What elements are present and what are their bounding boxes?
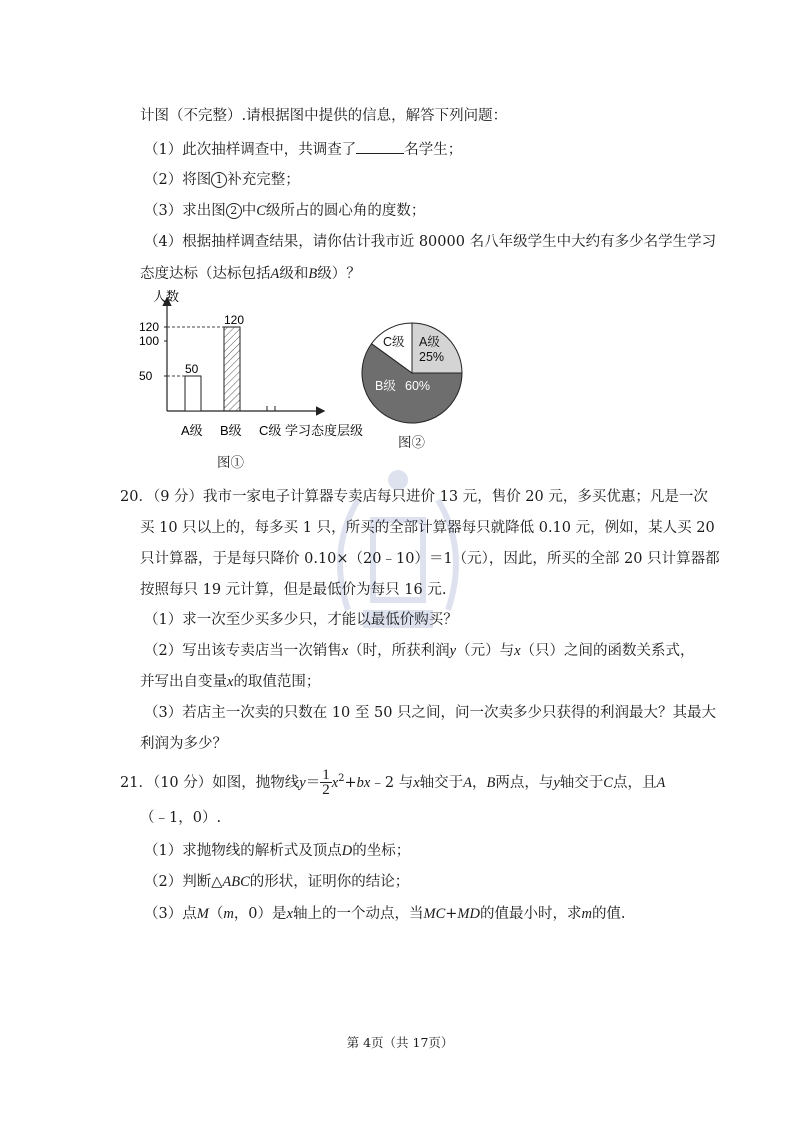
answer-blank bbox=[356, 139, 404, 154]
q21-line1: 21．（10 分）如图，抛物线y＝ $\frac{1}{2}$ $x^2+bx﹣2$ 与x轴交于A，B两点，与y轴交于C点，且A bbox=[120, 767, 666, 799]
bar-2 bbox=[224, 327, 240, 411]
bar-chart-caption: 图① bbox=[217, 455, 244, 471]
fraction-one-half: $\frac{1}{2}$ bbox=[322, 767, 330, 799]
q21-part2: （2）判断△ABC的形状，证明你的结论； bbox=[144, 874, 410, 890]
q19-part2: （2）将图 1 补充完整； bbox=[144, 172, 300, 188]
pie-slice-label: C级 bbox=[383, 335, 405, 349]
pie-slice-label: B级 bbox=[375, 379, 396, 393]
q19-part4-line1: （4）根据抽样调查结果，请你估计我市近 80000 名八年级学生中大约有多少名学生学习 bbox=[144, 234, 717, 250]
q20-part3-line2: 利润为多少？ bbox=[140, 736, 227, 752]
q20-line3: 只计算器，于是每只降价 0.10×（20﹣10）＝1（元），因此，所买的全部 20 只计算器都 bbox=[140, 551, 720, 567]
pie-chart bbox=[355, 318, 470, 428]
q20-line4: 按照每只 19 元计算，但是最低价为每只 16 元. bbox=[140, 582, 447, 598]
figure-number-1: 1 bbox=[211, 172, 227, 188]
q21-line2: （﹣1，0）. bbox=[140, 810, 222, 826]
q20-part2-line2: 并写出自变量x的取值范围； bbox=[140, 674, 321, 690]
y-tick-label: 100 bbox=[139, 334, 160, 348]
q20-part3-line1: （3）若店主一次卖的只数在 10 至 50 只之间，问一次卖多少只获得的利润最大？其最大 bbox=[144, 705, 717, 721]
q19-part4-line2: 态度达标（达标包括A级和B级）？ bbox=[140, 266, 361, 282]
q20-line1: 20．（9 分）我市一家电子计算器专卖店每只进价 13 元，售价 20 元，多买优惠；凡是一次 bbox=[120, 489, 708, 505]
pie-slice-label: A级 bbox=[419, 335, 440, 349]
q20-line2: 买 10 只以上的，每多买 1 只，所买的全部计算器每只就降低 0.10 元，例如，某人买 20 bbox=[140, 520, 715, 536]
bar-value-label: 50 bbox=[185, 362, 199, 376]
y-axis-label: 人数 bbox=[153, 289, 180, 304]
y-tick-label: 120 bbox=[139, 320, 160, 334]
pie-chart-caption: 图② bbox=[398, 435, 425, 451]
q19-part3: （3）求出图 2 中C级所占的圆心角的度数； bbox=[144, 203, 426, 219]
q21-part3: （3）点M（m，0）是x轴上的一个动点，当MC+MD的值最小时，求m的值. bbox=[144, 906, 626, 922]
x-axis-label: 学习态度层级 bbox=[285, 423, 364, 438]
q20-part2-line1: （2）写出该专卖店当一次销售x（时，所获利润y（元）与x（只）之间的函数关系式， bbox=[144, 643, 695, 659]
intro-text: 计图（不完整）.请根据图中提供的信息，解答下列问题： bbox=[140, 108, 508, 124]
q19-part1: （1）此次抽样调查中，共调查了 名学生； bbox=[144, 138, 462, 159]
bar-1 bbox=[185, 376, 201, 411]
x-tick-label: A级 bbox=[181, 423, 203, 438]
figure-number-2: 2 bbox=[226, 203, 242, 219]
x-tick-label: C级 bbox=[259, 423, 282, 438]
page-footer: 第 4页（共 17页） bbox=[346, 1035, 454, 1050]
pie-slice-value-label: 25% bbox=[419, 350, 445, 364]
bar-value-label: 120 bbox=[224, 313, 245, 327]
x-tick-label: B级 bbox=[220, 423, 242, 438]
pie-slice-value-label: 60% bbox=[405, 379, 431, 393]
y-tick-label: 50 bbox=[139, 369, 153, 383]
q20-part1: （1）求一次至少买多少只，才能以最低价购买？ bbox=[144, 612, 458, 628]
q21-part1: （1）求抛物线的解析式及顶点D的坐标； bbox=[144, 843, 411, 859]
bar-chart bbox=[135, 285, 385, 470]
